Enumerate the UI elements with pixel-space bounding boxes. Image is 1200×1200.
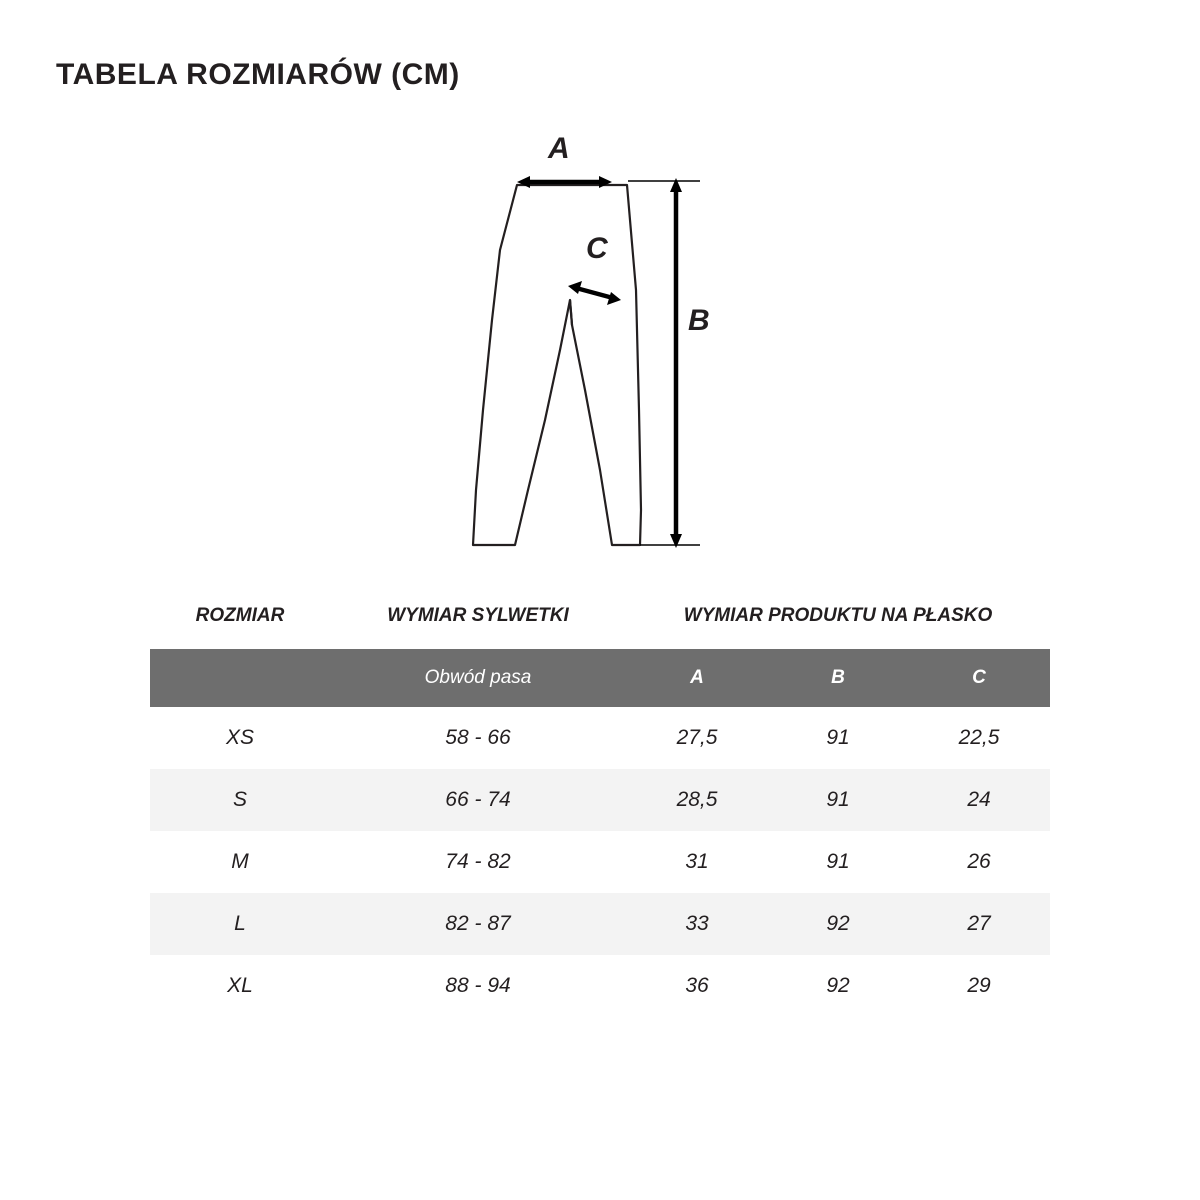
cell-waist: 82 - 87: [330, 893, 626, 955]
cell-size: L: [150, 893, 330, 955]
cell-waist: 88 - 94: [330, 955, 626, 1017]
cell-c: 27: [908, 893, 1050, 955]
cell-a: 33: [626, 893, 768, 955]
table-group-header-row: [150, 605, 1050, 649]
cell-waist: 58 - 66: [330, 707, 626, 769]
sub-header-size: [150, 649, 330, 707]
pants-outline-icon: [473, 185, 641, 545]
pants-diagram-svg: [0, 110, 1200, 580]
cell-b: 91: [768, 769, 908, 831]
label-c: C: [586, 232, 608, 265]
table-row: [150, 707, 1050, 769]
cell-waist: 66 - 74: [330, 769, 626, 831]
cell-waist: 74 - 82: [330, 831, 626, 893]
sub-header-a: A: [626, 649, 768, 707]
cell-b: 91: [768, 707, 908, 769]
table-sub-header-row: [150, 649, 1050, 707]
cell-a: 36: [626, 955, 768, 1017]
cell-c: 24: [908, 769, 1050, 831]
group-header-size: ROZMIAR: [150, 605, 330, 649]
cell-b: 91: [768, 831, 908, 893]
group-header-body: WYMIAR SYLWETKI: [330, 605, 626, 649]
measurement-diagram: [0, 110, 1200, 580]
size-table: [150, 605, 1050, 1017]
sub-header-b: B: [768, 649, 908, 707]
cell-a: 27,5: [626, 707, 768, 769]
table-row: [150, 831, 1050, 893]
cell-c: 26: [908, 831, 1050, 893]
dimension-a: [517, 176, 612, 188]
group-header-product: WYMIAR PRODUKTU NA PŁASKO: [626, 605, 1050, 649]
cell-size: XL: [150, 955, 330, 1017]
label-b: B: [688, 304, 710, 337]
table-row: [150, 893, 1050, 955]
cell-a: 28,5: [626, 769, 768, 831]
sub-header-waist: Obwód pasa: [330, 649, 626, 707]
cell-size: S: [150, 769, 330, 831]
dimension-c: [568, 281, 621, 305]
cell-c: 22,5: [908, 707, 1050, 769]
table-row: [150, 769, 1050, 831]
cell-c: 29: [908, 955, 1050, 1017]
cell-a: 31: [626, 831, 768, 893]
cell-b: 92: [768, 893, 908, 955]
label-a: A: [548, 132, 570, 165]
cell-size: M: [150, 831, 330, 893]
cell-b: 92: [768, 955, 908, 1017]
size-table-wrapper: [150, 605, 1050, 1017]
table-row: [150, 955, 1050, 1017]
cell-size: XS: [150, 707, 330, 769]
page-title: TABELA ROZMIARÓW (CM): [56, 58, 460, 91]
sub-header-c: C: [908, 649, 1050, 707]
